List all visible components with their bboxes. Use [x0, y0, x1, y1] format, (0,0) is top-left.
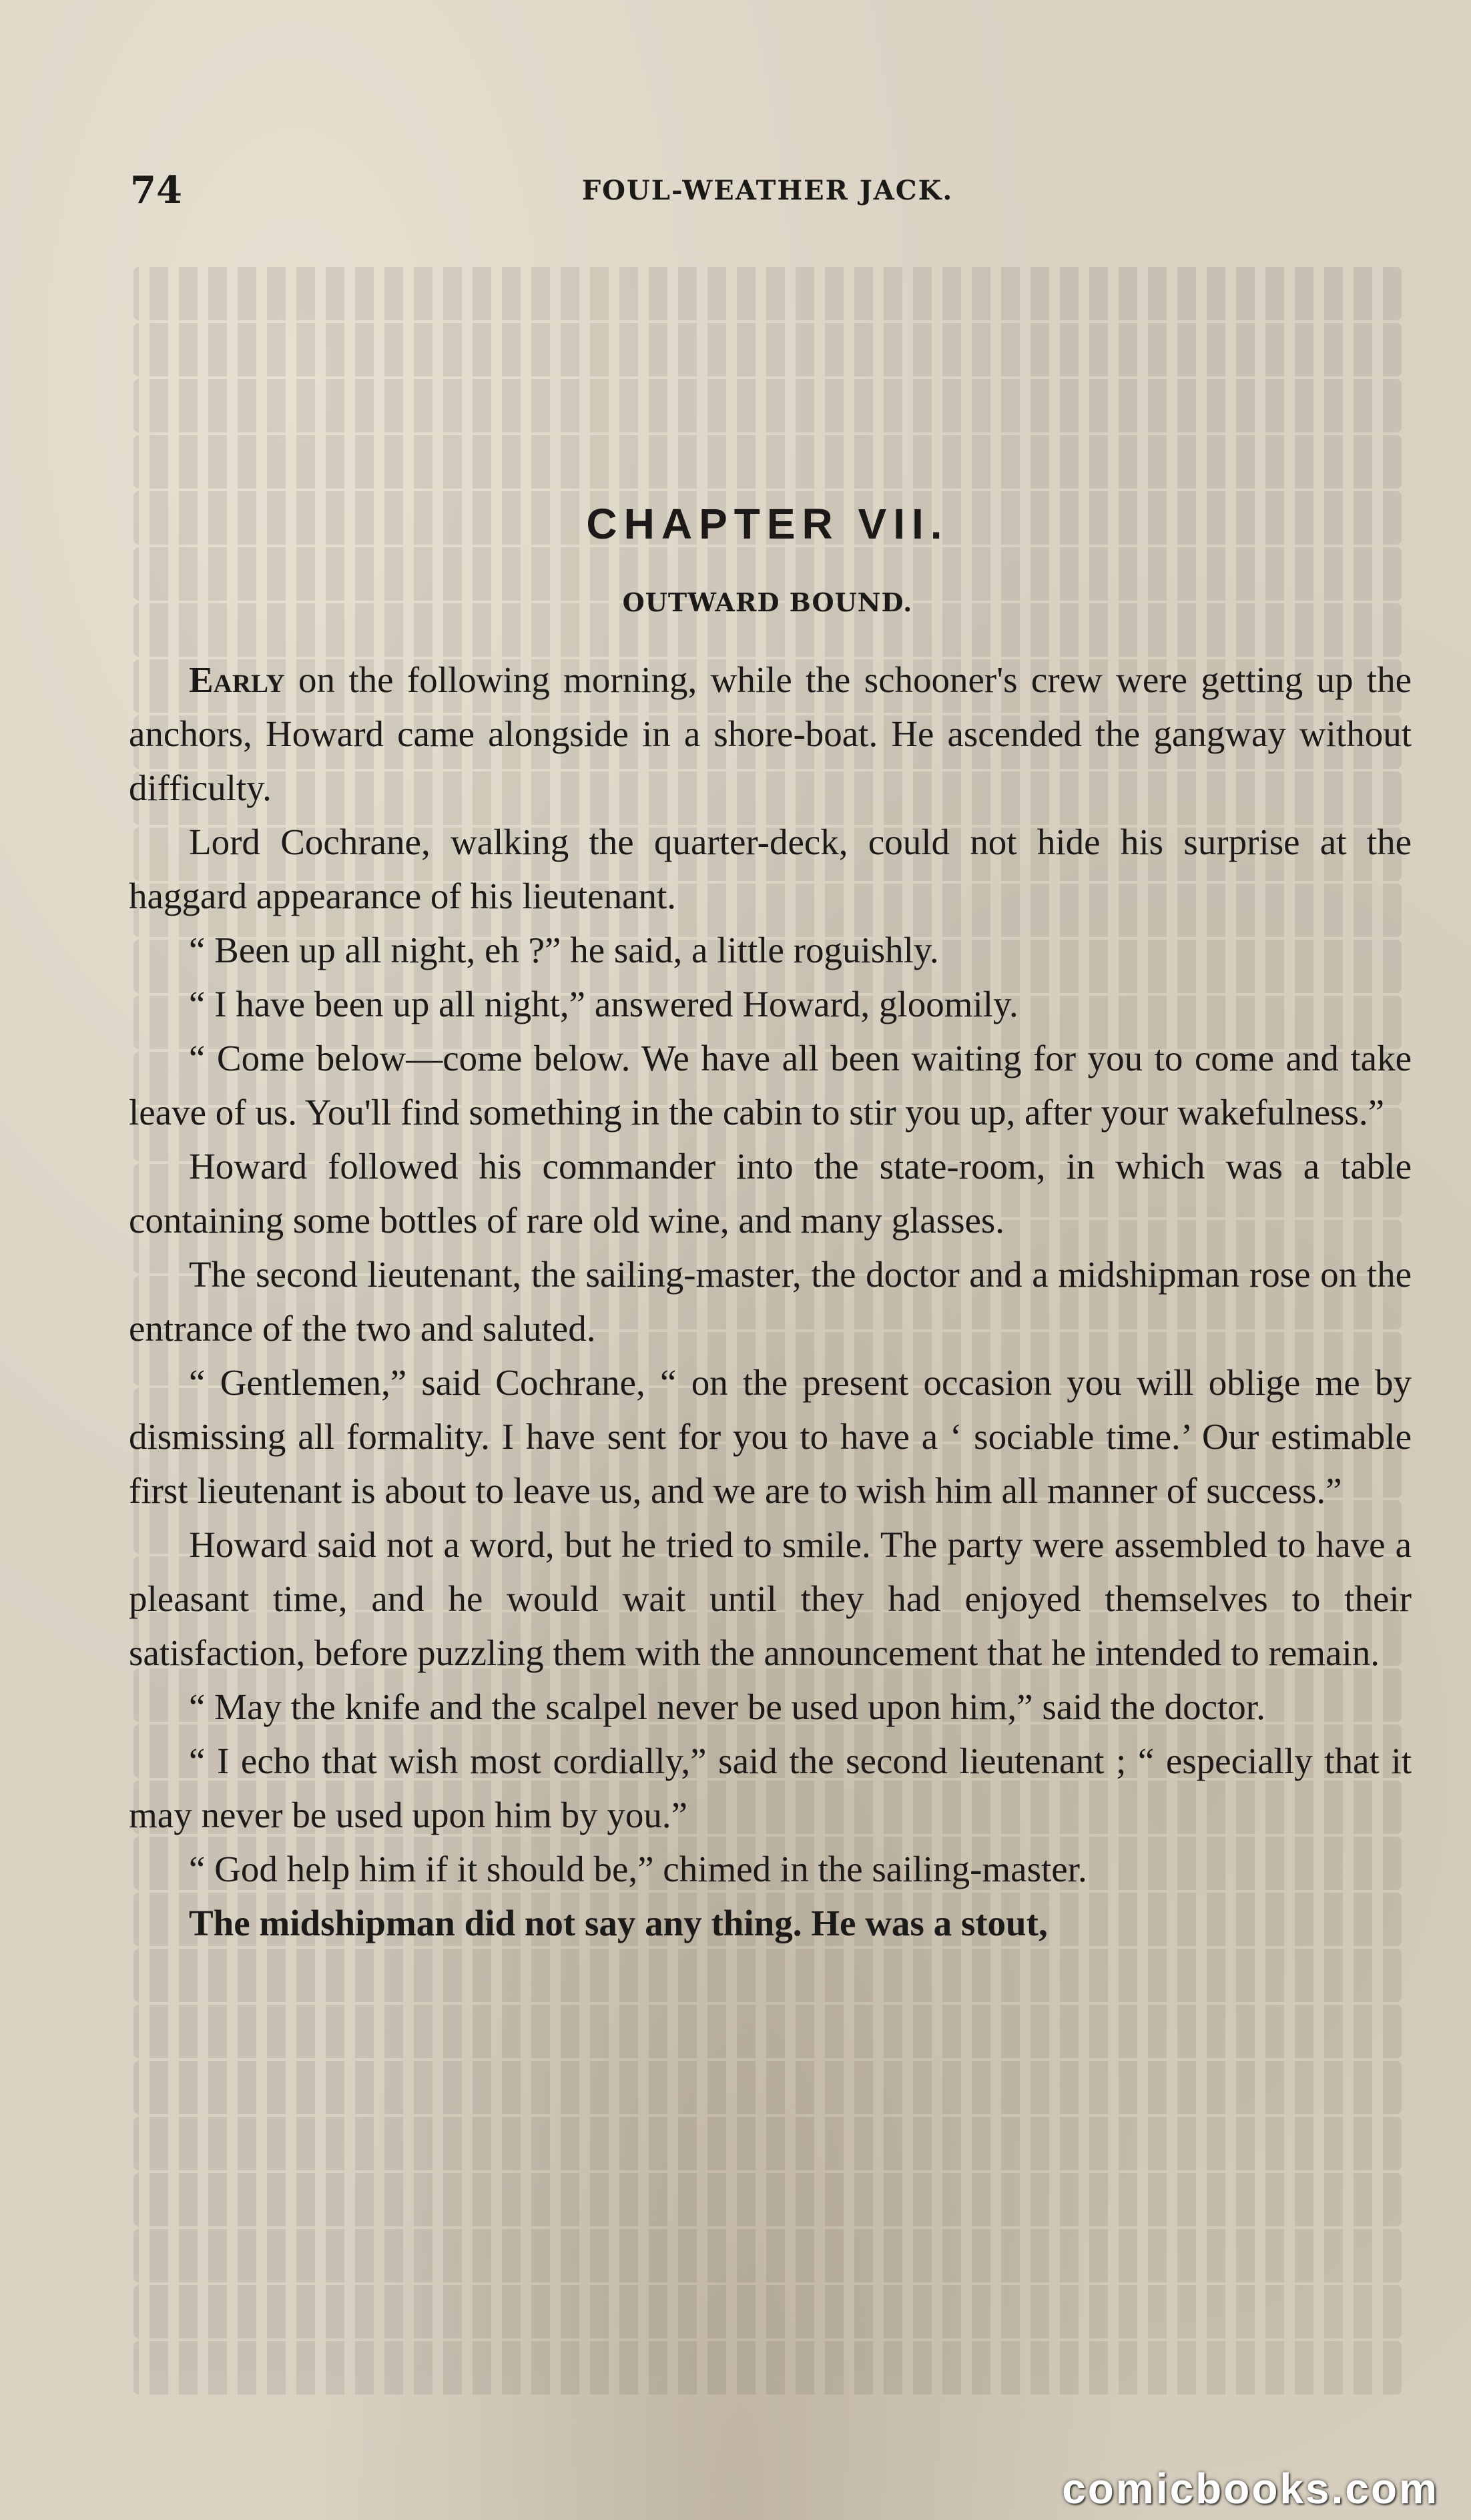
paragraph: “ Come below—come below. We have all been waiting for you to come and take leave of us. You'll find something in the cabin to stir you up, after your wakefulness.” [129, 1038, 1412, 1133]
drop-lead-word: Early [189, 659, 285, 700]
paragraph: Early on the following morning, while the schooner's crew were getting up the anchors, Howard came alongside in a shore-boat. He ascended the gangway without difficulty. [129, 659, 1412, 808]
paragraph: “ God help him if it should be,” chimed in the sailing-master. [189, 1849, 1087, 1889]
paragraph: “ Gentlemen,” said Cochrane, “ on the present occasion you will oblige me by dismissing all formality. I have sent for you to have a ‘ sociable time.’ Our estimable first lieutenant is about to leave us, and we are to wish him all manner of success.” [129, 1362, 1412, 1511]
page-number: 74 [130, 168, 182, 212]
paragraph: “ May the knife and the scalpel never be used upon him,” said the doctor. [189, 1686, 1265, 1727]
paragraph: The second lieutenant, the sailing-master, the doctor and a midshipman rose on the entrance of the two and saluted. [129, 1254, 1412, 1349]
paragraph: “ Been up all night, eh ?” he said, a little roguishly. [189, 930, 939, 970]
paragraph: Howard followed his commander into the state-room, in which was a table containing some bottles of rare old wine, and many glasses. [129, 1146, 1412, 1241]
paragraph: “ I echo that wish most cordially,” said the second lieutenant ; “ especially that it may never be used upon him by you.” [129, 1741, 1412, 1835]
paragraph: “ I have been up all night,” answered Howard, gloomily. [189, 984, 1018, 1024]
running-head [130, 167, 1405, 214]
paragraph: Howard said not a word, but he tried to smile. The party were assembled to have a pleasant time, and he would wait until they had enjoyed themselves to their satisfaction, before puzzling them with the announcement that he intended to remain. [129, 1524, 1412, 1673]
body-text [129, 653, 1412, 1950]
chapter-subtitle: OUTWARD BOUND. [622, 587, 913, 617]
paragraph: The midshipman did not say any thing. He was a stout, [189, 1903, 1048, 1943]
paragraph: Lord Cochrane, walking the quarter-deck, could not hide his surprise at the haggard appearance of his lieutenant. [129, 822, 1412, 916]
chapter-heading: CHAPTER VII. [586, 500, 949, 548]
running-title: FOUL-WEATHER JACK. [581, 175, 954, 206]
watermark-logo: comicbooks.com [1062, 2465, 1439, 2513]
